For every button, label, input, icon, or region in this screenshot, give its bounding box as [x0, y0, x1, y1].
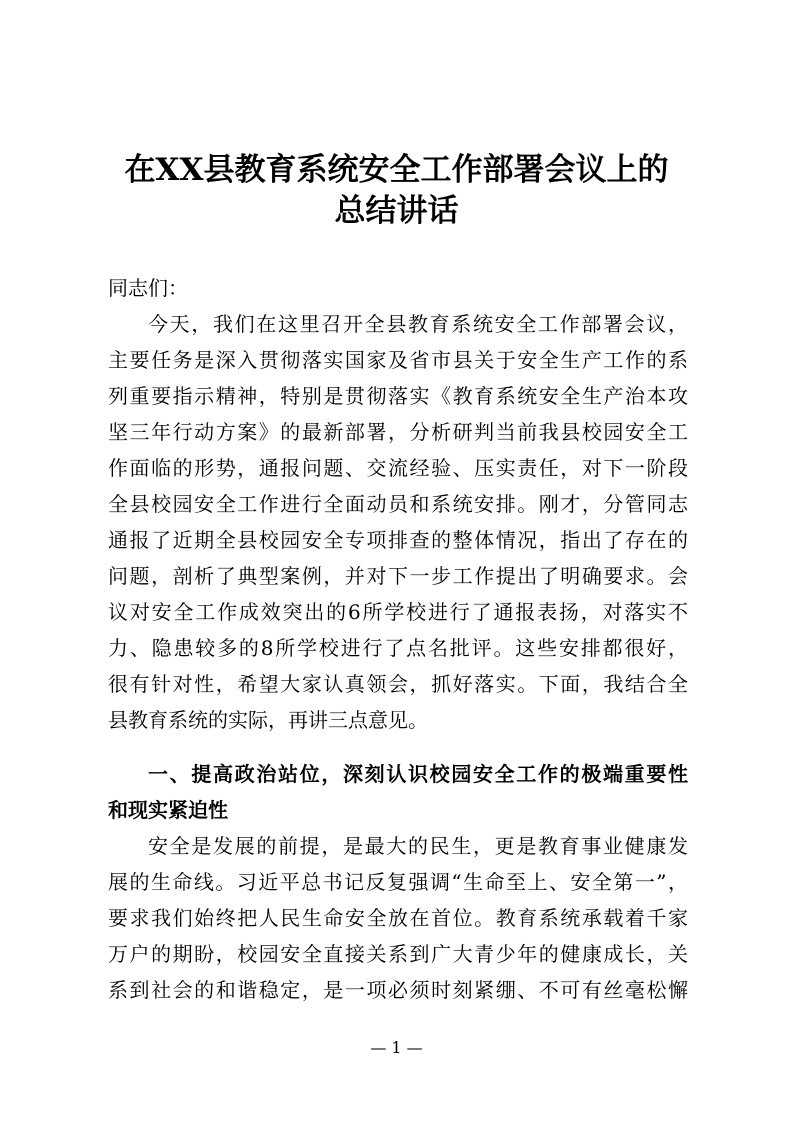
paragraph-line: 列重要指示精神，特别是贯彻落实《教育系统安全生产治本攻: [108, 384, 688, 408]
document-title-line-1: 在XX县教育系统安全工作部署会议上的: [124, 152, 669, 188]
paragraph-line: 要求我们始终把人民生命安全放在首位。教育系统承载着千家: [108, 906, 688, 930]
paragraph-line: 议对安全工作成效突出的6所学校进行了通报表扬，对落实不: [108, 600, 688, 624]
paragraph-line: 全县校园安全工作进行全面动员和系统安排。刚才，分管同志: [108, 492, 688, 516]
document-title-line-2: 总结讲话: [334, 193, 459, 229]
page-number: — 1 —: [370, 1038, 423, 1057]
paragraph-line: 安全是发展的前提，是最大的民生，更是教育事业健康发: [148, 834, 688, 858]
salutation: 同志们：: [108, 276, 188, 300]
paragraph-line: 展的生命线。习近平总书记反复强调“生命至上、安全第一”，: [108, 870, 688, 894]
paragraph-line: 坚三年行动方案》的最新部署，分析研判当前我县校园安全工: [108, 420, 688, 444]
paragraph-line: 县教育系统的实际，再讲三点意见。: [108, 708, 428, 732]
paragraph-line: 主要任务是深入贯彻落实国家及省市县关于安全生产工作的系: [108, 348, 688, 372]
paragraph-line: 力、隐患较多的8所学校进行了点名批评。这些安排都很好，: [108, 636, 688, 660]
paragraph-line: 很有针对性，希望大家认真领会，抓好落实。下面，我结合全: [108, 672, 688, 696]
paragraph-line: 万户的期盼，校园安全直接关系到广大青少年的健康成长，关: [108, 942, 688, 966]
section-heading-line: 和现实紧迫性: [108, 798, 228, 822]
section-heading-line: 一、提高政治站位，深刻认识校园安全工作的极端重要性: [148, 762, 688, 786]
paragraph-line: 作面临的形势，通报问题、交流经验、压实责任，对下一阶段: [108, 456, 688, 480]
paragraph-line: 通报了近期全县校园安全专项排查的整体情况，指出了存在的: [108, 528, 688, 552]
paragraph-line: 问题，剖析了典型案例，并对下一步工作提出了明确要求。会: [108, 564, 688, 588]
paragraph-line: 系到社会的和谐稳定，是一项必须时刻紧绷、不可有丝毫松懈: [108, 978, 688, 1002]
paragraph-line: 今天，我们在这里召开全县教育系统安全工作部署会议，: [148, 312, 688, 336]
